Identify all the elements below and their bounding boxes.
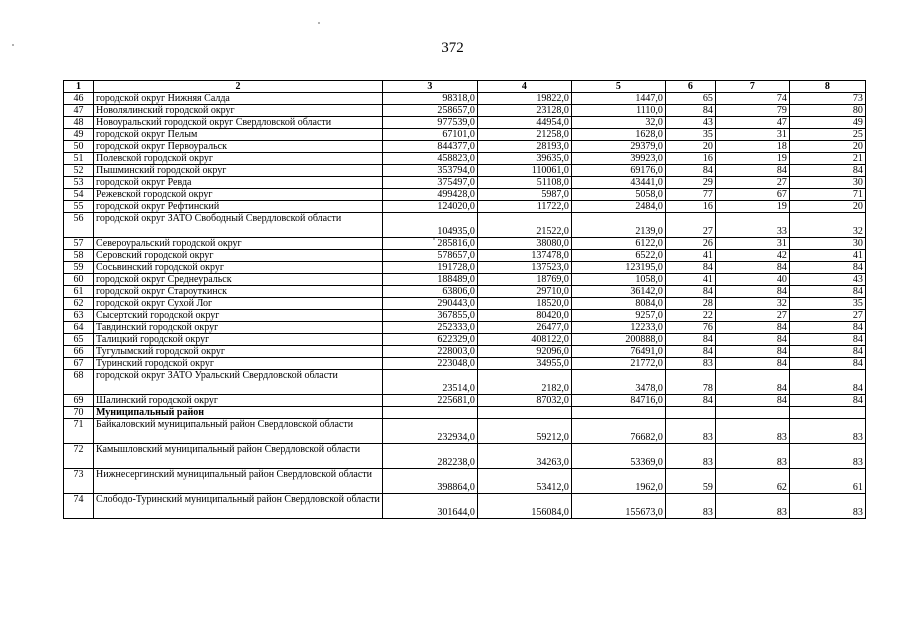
cell-col6: 22 <box>665 310 715 322</box>
cell-col6: 16 <box>665 153 715 165</box>
cell-col4: 34263,0 <box>477 444 571 469</box>
cell-col4: 110061,0 <box>477 165 571 177</box>
cell-col8: 35 <box>789 298 865 310</box>
cell-col3: 301644,0 <box>382 494 477 519</box>
cell-col7: 84 <box>715 286 789 298</box>
cell-col6: 29 <box>665 177 715 189</box>
cell-index: 66 <box>64 346 94 358</box>
cell-name: Нижнесергинский муниципальный район Свердловской области <box>94 469 383 494</box>
cell-col4: 53412,0 <box>477 469 571 494</box>
cell-col4: 5987,0 <box>477 189 571 201</box>
cell-col6: 83 <box>665 358 715 370</box>
cell-col5: 1110,0 <box>571 105 665 117</box>
table-row <box>64 153 866 165</box>
cell-col3: 290443,0 <box>382 298 477 310</box>
header-col-3: 3 <box>382 81 477 93</box>
cell-name: городской округ Пелым <box>94 129 383 141</box>
cell-col7: 84 <box>715 395 789 407</box>
cell-col3: 104935,0 <box>382 213 477 238</box>
cell-col3: 499428,0 <box>382 189 477 201</box>
cell-col7: 40 <box>715 274 789 286</box>
cell-col5: 6522,0 <box>571 250 665 262</box>
cell-col6: 41 <box>665 274 715 286</box>
cell-col5: 2484,0 <box>571 201 665 213</box>
cell-name: Пышминский городской округ <box>94 165 383 177</box>
cell-col7: 84 <box>715 346 789 358</box>
cell-col4: 59212,0 <box>477 419 571 444</box>
cell-col3: 282238,0 <box>382 444 477 469</box>
cell-col8: 32 <box>789 213 865 238</box>
table-body <box>64 93 866 519</box>
cell-col7: 67 <box>715 189 789 201</box>
cell-col3: 622329,0 <box>382 334 477 346</box>
cell-col3: 67101,0 <box>382 129 477 141</box>
cell-col8 <box>789 407 865 419</box>
cell-index: 69 <box>64 395 94 407</box>
cell-name: Тугулымский городской округ <box>94 346 383 358</box>
table-row <box>64 334 866 346</box>
cell-col7: 83 <box>715 419 789 444</box>
cell-index: 63 <box>64 310 94 322</box>
cell-col8: 30 <box>789 177 865 189</box>
cell-col7: 47 <box>715 117 789 129</box>
cell-col7: 32 <box>715 298 789 310</box>
cell-name: городской округ Ревда <box>94 177 383 189</box>
cell-col7: 84 <box>715 358 789 370</box>
cell-col8: 84 <box>789 262 865 274</box>
table-row <box>64 141 866 153</box>
table-row <box>64 238 866 250</box>
cell-col4: 23128,0 <box>477 105 571 117</box>
cell-index: 47 <box>64 105 94 117</box>
cell-col7: 84 <box>715 165 789 177</box>
cell-name: Тавдинский городской округ <box>94 322 383 334</box>
cell-col3: 191728,0 <box>382 262 477 274</box>
table-row <box>64 286 866 298</box>
cell-name: Муниципальный район <box>94 407 383 419</box>
cell-col8: 83 <box>789 494 865 519</box>
cell-index: 73 <box>64 469 94 494</box>
cell-col5: 43441,0 <box>571 177 665 189</box>
table-row <box>64 105 866 117</box>
cell-col8: 83 <box>789 444 865 469</box>
cell-col4: 29710,0 <box>477 286 571 298</box>
cell-col5: 5058,0 <box>571 189 665 201</box>
cell-col8: 84 <box>789 358 865 370</box>
cell-col4: 2182,0 <box>477 370 571 395</box>
cell-col3: 353794,0 <box>382 165 477 177</box>
cell-col3: 228003,0 <box>382 346 477 358</box>
cell-col3: 225681,0 <box>382 395 477 407</box>
cell-col7: 27 <box>715 310 789 322</box>
cell-col3: 188489,0 <box>382 274 477 286</box>
cell-col6: 59 <box>665 469 715 494</box>
cell-col8: 71 <box>789 189 865 201</box>
table-row <box>64 189 866 201</box>
cell-col6: 84 <box>665 165 715 177</box>
cell-name: Слободо-Туринский муниципальный район Свердловской области <box>94 494 383 519</box>
cell-col7: 19 <box>715 201 789 213</box>
cell-name: Камышловский муниципальный район Свердловской области <box>94 444 383 469</box>
cell-col4: 39635,0 <box>477 153 571 165</box>
cell-index: 59 <box>64 262 94 274</box>
cell-name: городской округ Первоуральск <box>94 141 383 153</box>
cell-col8: 49 <box>789 117 865 129</box>
scan-speck <box>433 238 435 240</box>
cell-col8: 84 <box>789 322 865 334</box>
table-row <box>64 298 866 310</box>
cell-col8: 20 <box>789 201 865 213</box>
cell-index: 56 <box>64 213 94 238</box>
cell-col4: 80420,0 <box>477 310 571 322</box>
cell-col7: 27 <box>715 177 789 189</box>
cell-col3: 23514,0 <box>382 370 477 395</box>
page-number: 372 <box>441 40 464 56</box>
cell-name: городской округ ЗАТО Уральский Свердловской области <box>94 370 383 395</box>
cell-index: 57 <box>64 238 94 250</box>
cell-col4: 44954,0 <box>477 117 571 129</box>
cell-col6: 28 <box>665 298 715 310</box>
cell-col7: 84 <box>715 262 789 274</box>
cell-col6: 78 <box>665 370 715 395</box>
cell-col4: 18769,0 <box>477 274 571 286</box>
cell-col3: 258657,0 <box>382 105 477 117</box>
cell-col6: 43 <box>665 117 715 129</box>
cell-index: 60 <box>64 274 94 286</box>
table-row <box>64 407 866 419</box>
table-row <box>64 201 866 213</box>
cell-index: 72 <box>64 444 94 469</box>
cell-col6: 35 <box>665 129 715 141</box>
cell-col7: 74 <box>715 93 789 105</box>
cell-col5: 2139,0 <box>571 213 665 238</box>
table-row <box>64 322 866 334</box>
cell-index: 61 <box>64 286 94 298</box>
cell-col5: 200888,0 <box>571 334 665 346</box>
cell-index: 46 <box>64 93 94 105</box>
header-row <box>64 81 866 93</box>
cell-col4: 38080,0 <box>477 238 571 250</box>
cell-name: городской округ Староуткинск <box>94 286 383 298</box>
cell-col8: 61 <box>789 469 865 494</box>
cell-col3: 398864,0 <box>382 469 477 494</box>
cell-col5: 12233,0 <box>571 322 665 334</box>
cell-col8: 80 <box>789 105 865 117</box>
cell-col3: 98318,0 <box>382 93 477 105</box>
cell-name: Новолялинский городской округ <box>94 105 383 117</box>
cell-col4: 92096,0 <box>477 346 571 358</box>
cell-index: 64 <box>64 322 94 334</box>
table-row <box>64 469 866 494</box>
cell-col3: 285816,0 <box>382 238 477 250</box>
cell-col7: 62 <box>715 469 789 494</box>
cell-col4: 137478,0 <box>477 250 571 262</box>
cell-col7: 84 <box>715 334 789 346</box>
cell-index: 71 <box>64 419 94 444</box>
cell-col8: 84 <box>789 346 865 358</box>
cell-col5: 6122,0 <box>571 238 665 250</box>
cell-col5 <box>571 407 665 419</box>
cell-col6: 16 <box>665 201 715 213</box>
cell-col5: 3478,0 <box>571 370 665 395</box>
cell-col5: 39923,0 <box>571 153 665 165</box>
cell-index: 70 <box>64 407 94 419</box>
cell-col7: 83 <box>715 444 789 469</box>
table-row <box>64 419 866 444</box>
cell-name: Полевской городской округ <box>94 153 383 165</box>
cell-col6: 77 <box>665 189 715 201</box>
table-row <box>64 444 866 469</box>
cell-col8: 20 <box>789 141 865 153</box>
table-row <box>64 310 866 322</box>
table-row <box>64 274 866 286</box>
cell-name: Туринский городской округ <box>94 358 383 370</box>
scan-speck <box>318 22 320 24</box>
cell-col3: 375497,0 <box>382 177 477 189</box>
cell-col7: 42 <box>715 250 789 262</box>
cell-col5: 32,0 <box>571 117 665 129</box>
scan-speck <box>12 44 14 46</box>
cell-col6: 84 <box>665 105 715 117</box>
cell-col4 <box>477 407 571 419</box>
table-row <box>64 494 866 519</box>
cell-name: городской округ Сухой Лог <box>94 298 383 310</box>
cell-col4: 21258,0 <box>477 129 571 141</box>
cell-col4: 26477,0 <box>477 322 571 334</box>
cell-col4: 87032,0 <box>477 395 571 407</box>
header-col-4: 4 <box>477 81 571 93</box>
cell-index: 53 <box>64 177 94 189</box>
cell-col4: 34955,0 <box>477 358 571 370</box>
cell-col8: 43 <box>789 274 865 286</box>
table-row <box>64 358 866 370</box>
header-col-8: 8 <box>789 81 865 93</box>
cell-col8: 73 <box>789 93 865 105</box>
cell-col5: 1447,0 <box>571 93 665 105</box>
cell-col7: 83 <box>715 494 789 519</box>
cell-index: 54 <box>64 189 94 201</box>
cell-col5: 36142,0 <box>571 286 665 298</box>
cell-index: 65 <box>64 334 94 346</box>
table-row <box>64 213 866 238</box>
cell-col6: 20 <box>665 141 715 153</box>
header-col-7: 7 <box>715 81 789 93</box>
cell-col5: 9257,0 <box>571 310 665 322</box>
cell-col7: 84 <box>715 370 789 395</box>
cell-name: Сысертский городской округ <box>94 310 383 322</box>
cell-col5: 76491,0 <box>571 346 665 358</box>
header-col-2: 2 <box>94 81 383 93</box>
table-row <box>64 117 866 129</box>
cell-name: Серовский городской округ <box>94 250 383 262</box>
table-row <box>64 370 866 395</box>
cell-col7: 19 <box>715 153 789 165</box>
cell-col8: 30 <box>789 238 865 250</box>
cell-col4: 28193,0 <box>477 141 571 153</box>
cell-col8: 27 <box>789 310 865 322</box>
cell-col8: 25 <box>789 129 865 141</box>
cell-col5: 1962,0 <box>571 469 665 494</box>
cell-col3: 367855,0 <box>382 310 477 322</box>
table-row <box>64 262 866 274</box>
cell-name: Североуральский городской округ <box>94 238 383 250</box>
cell-col4: 18520,0 <box>477 298 571 310</box>
header-col-6: 6 <box>665 81 715 93</box>
cell-col3: 252333,0 <box>382 322 477 334</box>
cell-name: Новоуральский городской округ Свердловской области <box>94 117 383 129</box>
cell-col5: 1628,0 <box>571 129 665 141</box>
cell-col4: 19822,0 <box>477 93 571 105</box>
cell-col5: 123195,0 <box>571 262 665 274</box>
cell-name: городской округ Среднеуральск <box>94 274 383 286</box>
cell-col7 <box>715 407 789 419</box>
cell-col4: 408122,0 <box>477 334 571 346</box>
cell-index: 58 <box>64 250 94 262</box>
cell-name: Шалинский городской округ <box>94 395 383 407</box>
header-col-5: 5 <box>571 81 665 93</box>
cell-col5: 84716,0 <box>571 395 665 407</box>
cell-name: Талицкий городской округ <box>94 334 383 346</box>
cell-col7: 31 <box>715 129 789 141</box>
table-row <box>64 129 866 141</box>
cell-col8: 21 <box>789 153 865 165</box>
table-row <box>64 395 866 407</box>
cell-index: 67 <box>64 358 94 370</box>
cell-col3: 124020,0 <box>382 201 477 213</box>
cell-index: 55 <box>64 201 94 213</box>
cell-col6: 84 <box>665 395 715 407</box>
cell-col6: 83 <box>665 444 715 469</box>
cell-index: 48 <box>64 117 94 129</box>
cell-name: Сосьвинский городской округ <box>94 262 383 274</box>
cell-col6 <box>665 407 715 419</box>
table-row <box>64 177 866 189</box>
cell-col6: 83 <box>665 419 715 444</box>
cell-col7: 84 <box>715 322 789 334</box>
cell-col6: 84 <box>665 262 715 274</box>
cell-col8: 83 <box>789 419 865 444</box>
cell-col6: 26 <box>665 238 715 250</box>
cell-col5: 53369,0 <box>571 444 665 469</box>
cell-col4: 21522,0 <box>477 213 571 238</box>
cell-col6: 76 <box>665 322 715 334</box>
cell-col5: 69176,0 <box>571 165 665 177</box>
cell-col6: 41 <box>665 250 715 262</box>
table-row <box>64 250 866 262</box>
cell-col4: 11722,0 <box>477 201 571 213</box>
cell-col7: 33 <box>715 213 789 238</box>
cell-col3: 844377,0 <box>382 141 477 153</box>
cell-col3: 977539,0 <box>382 117 477 129</box>
cell-col8: 84 <box>789 286 865 298</box>
cell-col3: 232934,0 <box>382 419 477 444</box>
cell-index: 49 <box>64 129 94 141</box>
cell-col5: 76682,0 <box>571 419 665 444</box>
cell-col6: 27 <box>665 213 715 238</box>
cell-col8: 41 <box>789 250 865 262</box>
cell-col8: 84 <box>789 395 865 407</box>
cell-col4: 156084,0 <box>477 494 571 519</box>
cell-name: городской округ ЗАТО Свободный Свердловской области <box>94 213 383 238</box>
cell-name: Режевской городской округ <box>94 189 383 201</box>
cell-col8: 84 <box>789 334 865 346</box>
cell-col3: 223048,0 <box>382 358 477 370</box>
cell-name: городской округ Рефтинский <box>94 201 383 213</box>
cell-col5: 1058,0 <box>571 274 665 286</box>
table-row <box>64 346 866 358</box>
table-row <box>64 93 866 105</box>
data-table <box>63 80 866 519</box>
cell-col3: 458823,0 <box>382 153 477 165</box>
cell-col5: 8084,0 <box>571 298 665 310</box>
cell-index: 52 <box>64 165 94 177</box>
cell-index: 62 <box>64 298 94 310</box>
cell-index: 51 <box>64 153 94 165</box>
cell-col3: 578657,0 <box>382 250 477 262</box>
cell-col7: 31 <box>715 238 789 250</box>
cell-col7: 79 <box>715 105 789 117</box>
cell-col6: 84 <box>665 346 715 358</box>
cell-col3: 63806,0 <box>382 286 477 298</box>
table-row <box>64 165 866 177</box>
cell-col6: 65 <box>665 93 715 105</box>
header-col-1: 1 <box>64 81 94 93</box>
cell-col8: 84 <box>789 165 865 177</box>
cell-col5: 21772,0 <box>571 358 665 370</box>
cell-col8: 84 <box>789 370 865 395</box>
cell-col5: 155673,0 <box>571 494 665 519</box>
cell-index: 50 <box>64 141 94 153</box>
cell-col7: 18 <box>715 141 789 153</box>
cell-index: 68 <box>64 370 94 395</box>
cell-name: Байкаловский муниципальный район Свердловской области <box>94 419 383 444</box>
cell-index: 74 <box>64 494 94 519</box>
cell-col6: 83 <box>665 494 715 519</box>
cell-col6: 84 <box>665 286 715 298</box>
cell-name: городской округ Нижняя Салда <box>94 93 383 105</box>
cell-col5: 29379,0 <box>571 141 665 153</box>
cell-col4: 137523,0 <box>477 262 571 274</box>
cell-col4: 51108,0 <box>477 177 571 189</box>
cell-col6: 84 <box>665 334 715 346</box>
cell-col3 <box>382 407 477 419</box>
